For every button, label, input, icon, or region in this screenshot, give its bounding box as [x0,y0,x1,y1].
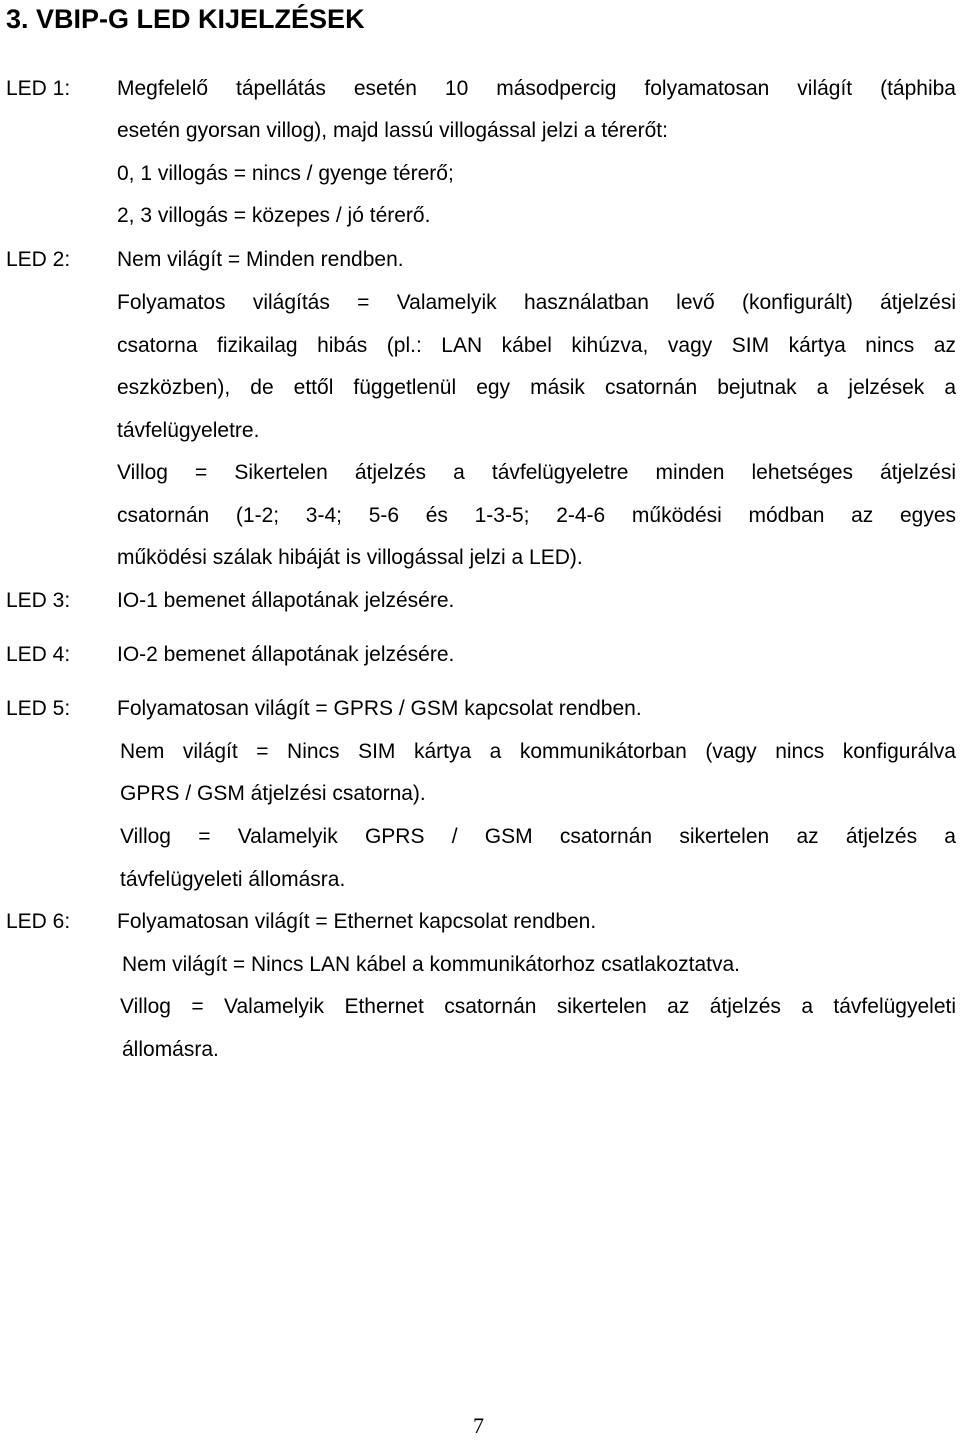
led-6-label: LED 6: [6,910,71,933]
led-1-line-2: esetén gyorsan villog), majd lassú villogással jelzi a térerőt: [117,119,668,142]
led-1-line-1: Megfelelő tápellátás esetén 10 másodpercig folyamatosan világít (táphiba [117,77,956,100]
led-1-label: LED 1: [6,77,71,100]
led-5-line-1: Folyamatosan világít = GPRS / GSM kapcsolat rendben. [117,697,642,720]
led-6-line-4: állomásra. [122,1038,219,1061]
led-2-line-5: távfelügyeletre. [117,419,260,442]
led-2-line-1: Nem világít = Minden rendben. [117,248,404,271]
led-5-line-4: Villog = Valamelyik GPRS / GSM csatornán sikertelen az átjelzés a [120,825,956,848]
led-5-label: LED 5: [6,697,71,720]
section-title: 3. VBIP-G LED KIJELZÉSEK [6,4,365,34]
led-2-line-7: csatornán (1-2; 3-4; 5-6 és 1-3-5; 2-4-6 működési módban az egyes [117,504,956,527]
led-6-line-1: Folyamatosan világít = Ethernet kapcsolat rendben. [117,910,597,933]
led-2-line-6: Villog = Sikertelen átjelzés a távfelügyeletre minden lehetséges átjelzési [117,461,956,484]
led-5-line-3: GPRS / GSM átjelzési csatorna). [120,782,426,805]
led-4-label: LED 4: [6,643,71,666]
led-5-line-2: Nem világít = Nincs SIM kártya a kommunikátorban (vagy nincs konfigurálva [120,740,956,763]
led-3-label: LED 3: [6,589,71,612]
led-3-line-1: IO-1 bemenet állapotának jelzésére. [117,589,455,612]
led-1-line-4: 2, 3 villogás = közepes / jó térerő. [117,204,431,227]
led-5-line-5: távfelügyeleti állomásra. [120,868,346,891]
page-number: 7 [473,1413,484,1438]
led-1-line-3: 0, 1 villogás = nincs / gyenge térerő; [117,162,454,185]
led-4-line-1: IO-2 bemenet állapotának jelzésére. [117,643,455,666]
led-2-line-4: eszközben), de ettől függetlenül egy másik csatornán bejutnak a jelzések a [117,376,956,399]
led-2-label: LED 2: [6,248,71,271]
led-2-line-3: csatorna fizikailag hibás (pl.: LAN kábel kihúzva, vagy SIM kártya nincs az [117,334,956,357]
led-2-line-8: működési szálak hibáját is villogással jelzi a LED). [117,546,583,569]
led-6-line-3: Villog = Valamelyik Ethernet csatornán sikertelen az átjelzés a távfelügyeleti [120,995,956,1018]
led-6-line-2: Nem világít = Nincs LAN kábel a kommunikátorhoz csatlakoztatva. [122,953,741,976]
led-2-line-2: Folyamatos világítás = Valamelyik használatban levő (konfigurált) átjelzési [117,291,956,314]
